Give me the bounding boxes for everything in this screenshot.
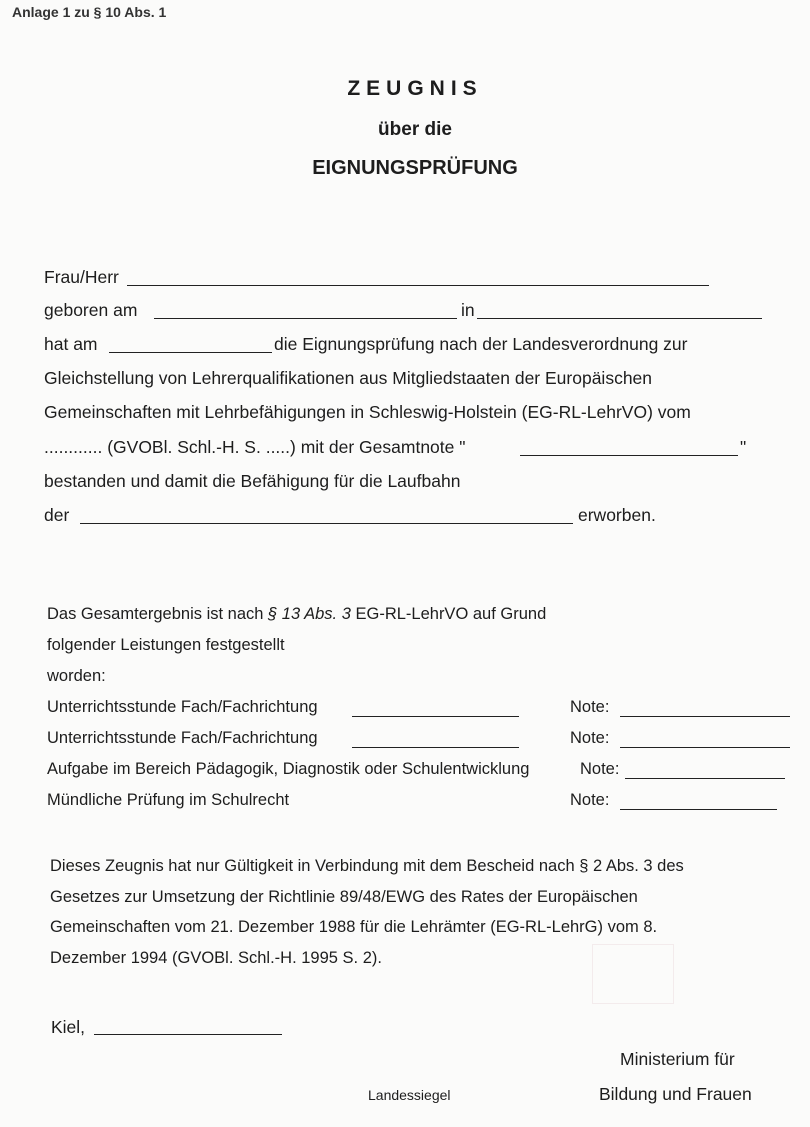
document-subtitle: über die [378,119,452,140]
exam-text-line3: die Eignungsprüfung nach der Landesverordnung zur [274,334,688,354]
validity-line4: Dezember 1994 (GVOBl. Schl.-H. 1995 S. 2). [50,949,382,967]
document-title: ZEUGNIS [347,77,483,100]
career-field[interactable] [80,523,573,524]
seal-label: Landessiegel [368,1087,451,1103]
exam-date-field[interactable] [109,352,272,353]
birth-date-field[interactable] [154,318,457,319]
note-field[interactable] [625,778,785,779]
result-row-label: Unterrichtsstunde Fach/Fachrichtung [47,729,318,747]
in-label: in [461,300,475,320]
results-intro-line2: folgender Leistungen festgestellt [47,636,285,654]
note-field[interactable] [620,809,777,810]
note-label: Note: [580,760,620,778]
result-row-label: Unterrichtsstunde Fach/Fachrichtung [47,698,318,716]
exam-text-line5: Gemeinschaften mit Lehrbefähigungen in Schleswig-Holstein (EG-RL-LehrVO) vom [44,402,691,422]
gvobl-grade-text: ............ (GVOBl. Schl.-H. S. .....) mit der Gesamtnote " [44,437,466,457]
result-row-label: Mündliche Prüfung im Schulrecht [47,791,290,809]
document-title-exam: EIGNUNGSPRÜFUNG [312,157,518,179]
note-label: Note: [570,698,610,716]
note-label: Note: [570,791,610,809]
career-label: der [44,505,70,525]
exam-text-line4: Gleichstellung von Lehrerqualifikationen aus Mitgliedstaaten der Europäischen [44,368,653,388]
name-label: Frau/Herr [44,267,119,287]
subject-field[interactable] [352,747,519,748]
validity-line1: Dieses Zeugnis hat nur Gültigkeit in Verbindung mit dem Bescheid nach § 2 Abs. 3 des [50,857,684,875]
overall-grade-field[interactable] [520,455,738,456]
subject-field[interactable] [352,716,519,717]
validity-line2: Gesetzes zur Umsetzung der Richtlinie 89/48/EWG des Rates der Europäischen [50,888,638,906]
results-intro: Das Gesamtergebnis ist nach § 13 Abs. 3 EG-RL-LehrVO auf Grund [47,605,547,623]
results-intro-line3: worden: [47,667,106,685]
note-field[interactable] [620,747,790,748]
annex-reference: Anlage 1 zu § 10 Abs. 1 [12,4,167,20]
validity-line3: Gemeinschaften vom 21. Dezember 1988 für die Lehrämter (EG-RL-LehrG) vom 8. [50,918,658,936]
faint-stamp-mark [592,944,674,1004]
date-field[interactable] [94,1034,282,1035]
exam-text-line7: bestanden und damit die Befähigung für die Laufbahn [44,471,461,491]
note-label: Note: [570,729,610,747]
grade-quote-close: " [740,437,747,457]
result-row-label: Aufgabe im Bereich Pädagogik, Diagnostik oder Schulentwicklung [47,760,530,778]
note-field[interactable] [620,716,790,717]
born-label: geboren am [44,300,138,320]
ministry-line2: Bildung und Frauen [599,1084,752,1104]
birth-place-field[interactable] [477,318,762,319]
exam-date-label: hat am [44,334,98,354]
ministry-line1: Ministerium für [620,1049,735,1069]
name-field[interactable] [127,285,709,286]
place-label: Kiel, [51,1017,86,1037]
acquired-label: erworben. [578,505,656,525]
